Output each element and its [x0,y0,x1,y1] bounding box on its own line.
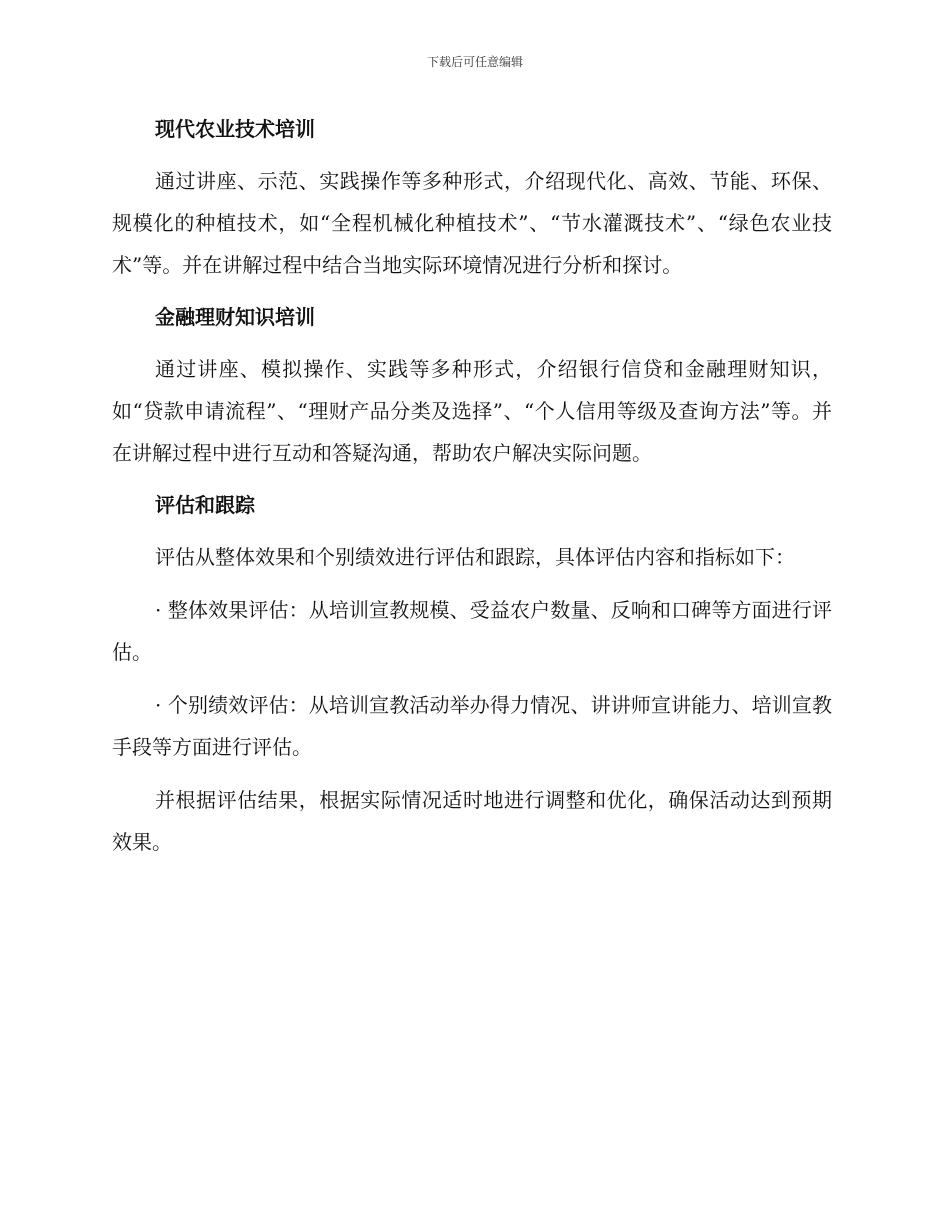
section-paragraph-finance: 通过讲座、模拟操作、实践等多种形式，介绍银行信贷和金融理财知识，如“贷款申请流程”、“理财产品分类及选择”、“个人信用等级及查询方法”等。并在讲解过程中进行互动和答疑沟通，帮助农户解决实际问题。 [112,357,832,465]
section-heading-agri-tech: 现代农业技术培训 [155,117,315,141]
evaluation-conclusion-paragraph: 并根据评估结果，根据实际情况适时地进行调整和优化，确保活动达到预期效果。 [112,788,832,854]
evaluation-intro-paragraph: 评估从整体效果和个别绩效进行评估和跟踪，具体评估内容和指标如下： [155,545,795,569]
section-paragraph-agri-tech: 通过讲座、示范、实践操作等多种形式，介绍现代化、高效、节能、环保、规模化的种植技术，如“全程机械化种植技术”、“节水灌溉技术”、“绿色农业技术”等。并在讲解过程中结合当地实际环境情况进行分析和探讨。 [112,169,832,277]
evaluation-bullet-overall: · 整体效果评估：从培训宣教规模、受益农户数量、反响和口碑等方面进行评估。 [112,598,832,664]
evaluation-bullet-individual: · 个别绩效评估：从培训宣教活动举办得力情况、讲讲师宣讲能力、培训宣教手段等方面进行评估。 [112,693,832,759]
section-heading-finance: 金融理财知识培训 [155,305,315,329]
section-heading-evaluation: 评估和跟踪 [155,493,255,517]
page-header: 下载后可任意编辑 [426,55,523,69]
document-body [112,109,832,874]
